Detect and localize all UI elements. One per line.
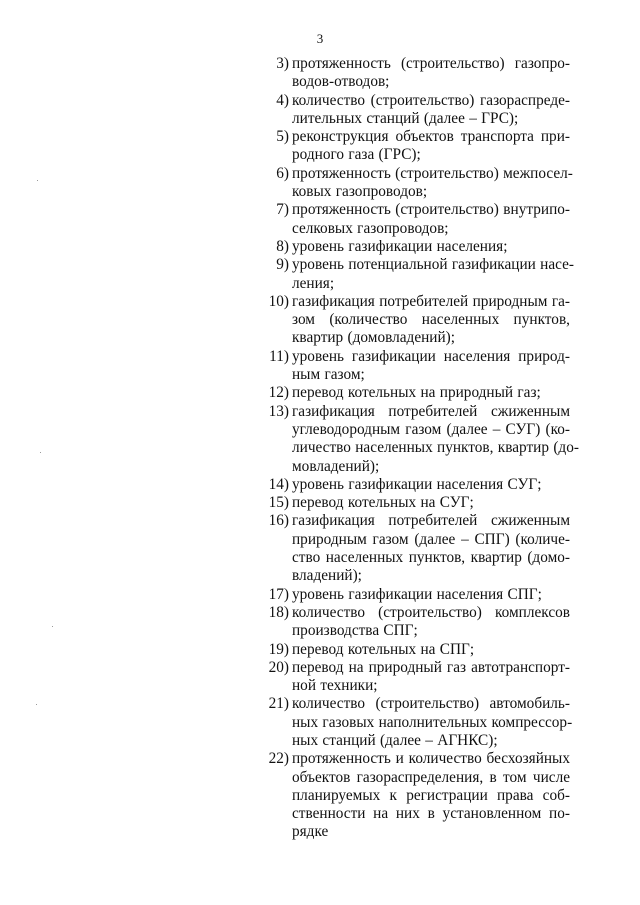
list-item-text [292,641,570,659]
list-item-number: 6) [276,164,289,182]
list-item-line: газификация потребителей сжиженным [292,402,570,420]
list-item-number: 17) [268,585,289,603]
list-item-text [292,695,573,750]
list-item [240,512,570,585]
list-item-line: перевод котельных на СУГ; [292,494,474,512]
list-item-number: 18) [268,603,289,621]
list-item-text [292,256,574,293]
list-item [240,201,570,238]
list-item-line: перевод котельных на СПГ; [292,640,475,658]
list-item-number: 14) [268,475,289,493]
list-item-number: 11) [269,347,289,365]
list-item-line: количество (строительство) комплексов [292,603,570,621]
list-item-text [292,402,579,476]
list-item [240,586,570,604]
list-item-number: 10) [268,292,289,310]
scan-speck [40,452,41,453]
list-item-line: ления; [292,274,335,292]
list-item-line: перевод котельных на природный газ; [292,384,541,402]
list-item [240,402,579,476]
list-item-number: 20) [268,658,289,676]
list-item-number: 16) [268,512,289,530]
list-item-line: селковых газопроводов; [292,219,449,237]
list-item-line: лительных станций (далее – ГРС); [292,109,519,127]
list-item-line: ство населенных пунктов, квартир (домо- [292,549,570,567]
list-item-line: ным газом; [292,366,365,384]
list-item-text [292,348,570,385]
list-item-number: 19) [268,640,289,658]
list-item-line: уровень газификации населения СПГ; [292,585,542,603]
list-item-line: квартир (домовладений); [292,329,456,347]
list-item-number: 5) [276,128,289,146]
list-item [240,695,573,750]
list-item-line: протяженность (строительство) газопро- [292,55,570,72]
list-item [240,256,574,293]
list-item-line: ковых газопроводов; [292,183,428,201]
list-item-line: газификация потребителей сжиженным [292,512,570,530]
scan-speck [52,626,53,627]
list-item-text [292,659,570,696]
list-item-number: 7) [276,201,289,219]
list-item-number: 22) [268,750,289,768]
list-item-line: объектов газораспределения, в том числе [292,768,570,786]
list-item-line: зом (количество населенных пунктов, [292,311,570,329]
list-item-line: количество (строительство) автомобиль- [292,695,570,713]
list-item [240,238,570,256]
list-item-line: протяженность и количество бесхозяйных [292,750,570,768]
scan-speck [36,704,37,705]
list-item-number: 13) [268,402,289,420]
list-item-line: владений); [292,567,362,585]
list-item-line: реконструкция объектов транспорта при- [292,128,570,146]
scan-speck [37,180,38,181]
list-item [240,92,570,129]
list-item-text [292,750,570,841]
list-item-text [292,512,570,585]
list-item-text [292,494,570,512]
list-item-text [292,604,570,641]
list-item [240,476,570,494]
list-item-line: протяженность (строительство) внутрипо- [292,201,570,219]
list-item [240,659,570,696]
list-item-line: ных станций (далее – АГНКС); [292,731,498,749]
list-item-line: природным газом (далее – СПГ) (количе- [292,530,570,548]
list-item-number: 15) [268,494,289,512]
list-item-line: уровень потенциальной газификации насе- [292,256,574,274]
list-item-text [292,92,570,129]
list-item-line: уровень газификации населения СУГ; [292,475,542,493]
page-number: 3 [316,31,324,46]
list-item [240,293,570,348]
list-item-text [292,238,570,256]
list-item [240,604,570,641]
list-item [240,750,570,841]
numbered-list [240,55,579,842]
list-item [240,164,573,202]
list-item-text [292,128,570,165]
list-item-line: газификация потребителей природным га- [292,292,570,310]
list-item-line: ной техники; [292,677,378,695]
list-item-text [292,164,573,202]
list-item-line: ных газовых наполнительных компрессор- [292,713,573,731]
list-item-number: 12) [268,384,289,402]
list-item [240,494,570,512]
list-item-line: водов-отводов; [292,73,390,91]
list-item-text [292,201,570,238]
list-item-line: производства СПГ; [292,622,418,640]
list-item-text [292,384,570,402]
list-item [240,384,570,402]
list-item [240,641,570,659]
list-item [240,128,570,165]
list-item-line: мовладений); [292,457,380,475]
list-item-text [292,55,570,92]
list-item-number: 9) [276,256,289,274]
list-item-line: количество (строительство) газораспреде- [292,91,570,109]
list-item [240,348,570,385]
list-item-number: 8) [276,237,289,255]
list-item-text [292,476,570,494]
list-item-text [292,293,570,348]
list-item-line: рядке [292,823,329,841]
list-item [240,55,570,92]
list-item-number: 3) [276,55,289,72]
list-item-number: 21) [268,695,289,713]
list-item-number: 4) [276,91,289,109]
list-item-line: ственности на них в установленном по- [292,805,570,823]
list-item-line: планируемых к регистрации права соб- [292,786,570,804]
list-item-line: уровень газификации населения; [292,237,508,255]
list-item-line: перевод на природный газ автотранспорт- [292,658,570,676]
list-item-text [292,586,570,604]
list-item-line: протяженность (строительство) межпосел- [292,164,573,182]
list-item-line: личество населенных пунктов, квартир (до- [292,439,579,457]
list-item-line: родного газа (ГРС); [292,146,421,164]
list-item-line: углеводородным газом (далее – СУГ) (ко- [292,420,570,438]
list-item-line: уровень газификации населения природ- [292,347,570,365]
